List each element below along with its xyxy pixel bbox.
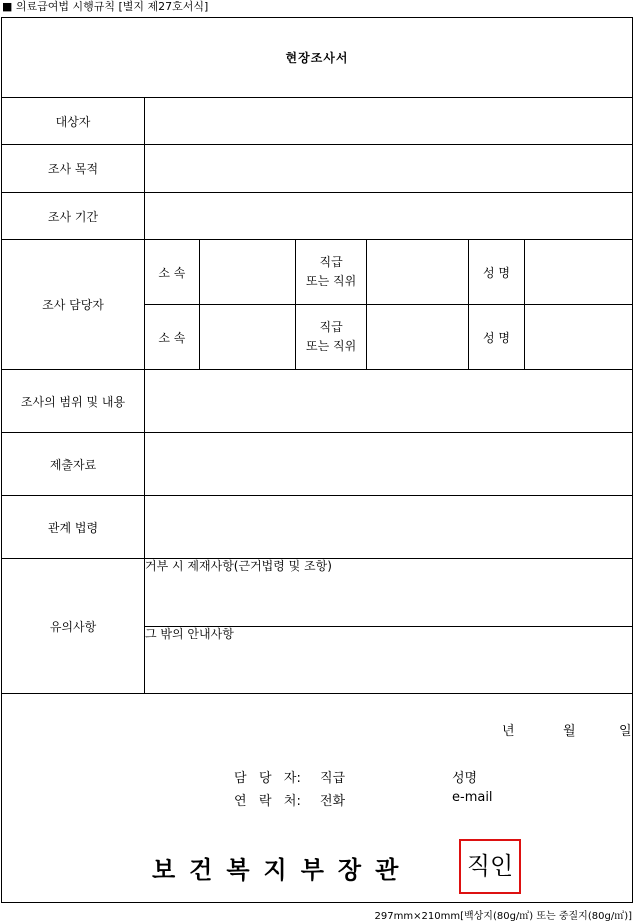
field-laws[interactable] bbox=[145, 496, 633, 559]
field-name-1[interactable] bbox=[525, 240, 633, 305]
date-year: 년 bbox=[502, 724, 515, 739]
field-scope[interactable] bbox=[145, 370, 633, 433]
issuer-title: 보건복지부장관 bbox=[152, 855, 413, 884]
other-guidance-label: 그 밖의 안내사항 bbox=[145, 627, 234, 641]
label-purpose: 조사 목적 bbox=[2, 145, 145, 193]
label-rank-line1: 직급 bbox=[319, 320, 343, 334]
field-documents[interactable] bbox=[145, 433, 633, 496]
field-rank-1[interactable] bbox=[367, 240, 468, 305]
label-affiliation-1: 소 속 bbox=[145, 240, 200, 305]
label-name-1: 성 명 bbox=[468, 240, 525, 305]
label-rank-2 bbox=[296, 305, 367, 370]
field-purpose[interactable] bbox=[145, 145, 633, 193]
paper-spec: 297mm×210mm[백상지(80g/㎡) 또는 중질지(80g/㎡)] bbox=[374, 911, 632, 922]
officer-label: 담 당 자: bbox=[234, 771, 301, 786]
officer-name: 성명 bbox=[452, 771, 478, 786]
label-name-2: 성 명 bbox=[468, 305, 525, 370]
field-rank-2[interactable] bbox=[367, 305, 468, 370]
date-month: 월 bbox=[563, 724, 576, 739]
label-rank-line1: 직급 bbox=[319, 255, 343, 269]
label-affiliation-2: 소 속 bbox=[145, 305, 200, 370]
contact-phone: 전화 bbox=[320, 794, 346, 809]
label-period: 조사 기간 bbox=[2, 193, 145, 240]
field-period[interactable] bbox=[145, 193, 633, 240]
label-rank-line2: 또는 직위 bbox=[306, 339, 357, 353]
form-table bbox=[1, 17, 633, 694]
field-other-guidance[interactable] bbox=[145, 627, 633, 694]
officer-rank: 직급 bbox=[320, 771, 346, 786]
contact-label: 연 락 처: bbox=[234, 794, 301, 809]
field-affiliation-1[interactable] bbox=[199, 240, 295, 305]
form-header: ■ 의료급여법 시행규칙 [별지 제27호서식] bbox=[2, 0, 209, 13]
label-subject: 대상자 bbox=[2, 98, 145, 145]
field-affiliation-2[interactable] bbox=[199, 305, 295, 370]
field-refusal-sanctions[interactable] bbox=[145, 559, 633, 627]
field-name-2[interactable] bbox=[525, 305, 633, 370]
label-rank-1 bbox=[296, 240, 367, 305]
contact-email: e-mail bbox=[452, 790, 493, 805]
form-title: 현장조사서 bbox=[2, 18, 633, 98]
official-seal: 직인 bbox=[459, 839, 521, 894]
field-subject[interactable] bbox=[145, 98, 633, 145]
label-scope: 조사의 범위 및 내용 bbox=[2, 370, 145, 433]
label-officer: 조사 담당자 bbox=[2, 240, 145, 370]
date-day: 일 bbox=[619, 724, 632, 739]
refusal-sanctions-label: 거부 시 제재사항(근거법령 및 조항) bbox=[145, 559, 332, 573]
label-notes: 유의사항 bbox=[2, 559, 145, 694]
label-laws: 관계 법령 bbox=[2, 496, 145, 559]
label-documents: 제출자료 bbox=[2, 433, 145, 496]
label-rank-line2: 또는 직위 bbox=[306, 274, 357, 288]
